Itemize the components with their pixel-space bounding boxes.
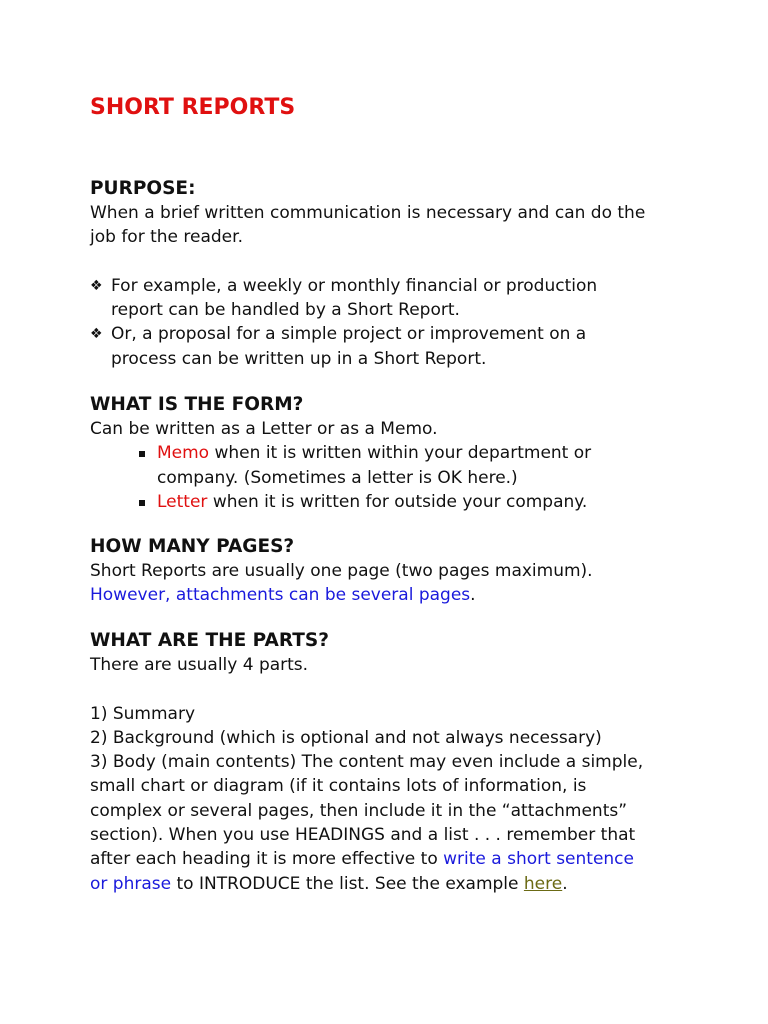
emphasis-text: or phrase (90, 873, 172, 894)
parts-item-body: 3) Body (main contents) The content may even include a simple, (90, 752, 644, 773)
diamond-bullet-icon: ❖ (90, 277, 103, 294)
page-title: SHORT REPORTS (90, 95, 296, 120)
parts-body-text-line: section). When you use HEADINGS and a list . . . remember that (90, 825, 636, 846)
parts-body-text-line: small chart or diagram (if it contains lots of information, is (90, 776, 587, 797)
letter-keyword: Letter (157, 491, 208, 512)
body-text: after each heading it is more effective to (90, 849, 444, 870)
parts-item-summary: 1) Summary (90, 703, 196, 724)
square-bullet-icon (139, 451, 145, 457)
parts-body-text-line (90, 847, 750, 871)
parts-heading: WHAT ARE THE PARTS? (90, 630, 329, 651)
pages-heading: HOW MANY PAGES? (90, 536, 295, 557)
list-item (157, 441, 750, 490)
pages-section (90, 535, 750, 608)
parts-section (90, 629, 750, 896)
memo-keyword: Memo (157, 443, 210, 464)
emphasis-text: write a short sentence (443, 849, 634, 870)
parts-body-text-line (90, 872, 750, 896)
pages-text-end: . (470, 585, 476, 606)
list-item-text: Or, a proposal for a simple project or improvement on a (111, 324, 587, 345)
square-bullet-icon (139, 500, 145, 506)
pages-text-line: Short Reports are usually one page (two pages maximum). (90, 561, 593, 581)
list-item (157, 490, 750, 514)
list-item-text: when it is written within your department or (209, 443, 592, 464)
parts-item-background: 2) Background (which is optional and not always necessary) (90, 727, 602, 748)
purpose-heading: PURPOSE: (90, 178, 196, 199)
form-type-list (90, 441, 750, 514)
list-item-text: when it is written for outside your company. (207, 491, 588, 512)
example-link[interactable]: here (523, 873, 563, 894)
form-intro: Can be written as a Letter or as a Memo. (90, 419, 438, 439)
purpose-text-line: job for the reader. (90, 227, 243, 248)
purpose-section (90, 177, 750, 371)
pages-text-line (90, 583, 750, 607)
list-item (90, 322, 750, 371)
diamond-bullet-icon: ❖ (90, 326, 103, 343)
form-heading: WHAT IS THE FORM? (90, 394, 304, 415)
attachments-note: However, attachments can be several pages (90, 585, 471, 606)
parts-intro: There are usually 4 parts. (90, 655, 309, 675)
form-section (90, 393, 750, 514)
list-item-text: company. (Sometimes a letter is OK here.) (157, 467, 518, 488)
body-text: to INTRODUCE the list. See the example (171, 873, 524, 894)
purpose-text-line: When a brief written communication is necessary and can do the (90, 203, 646, 223)
list-item-text: process can be written up in a Short Report. (111, 348, 487, 369)
list-item (90, 274, 750, 323)
purpose-example-list (90, 274, 750, 371)
list-item-text: report can be handled by a Short Report. (111, 300, 460, 321)
list-item-text: For example, a weekly or monthly financial or production (111, 275, 598, 296)
parts-body-text-line: complex or several pages, then include it in the “attachments” (90, 800, 628, 821)
body-text: . (562, 873, 568, 894)
